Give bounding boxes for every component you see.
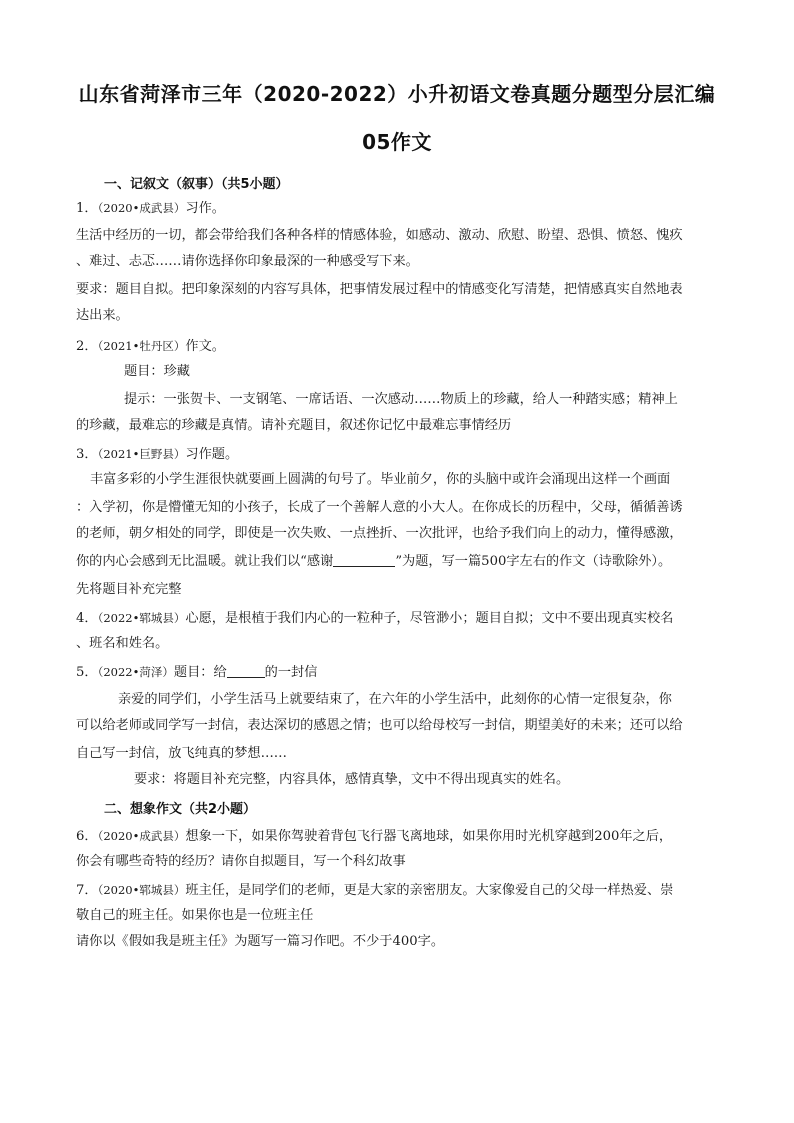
question-3-header: [76, 444, 724, 465]
question-4-text: 心愿，是根植于我们内心的一粒种子，尽管渺小；题目自拟；文中不要出现真实校名: [185, 611, 674, 626]
question-2-header: [76, 336, 724, 357]
question-1-requirement: 要求：题目自拟。把印象深刻的内容写具体，把事情发展过程中的情感变化写清楚，把情感真实自然地表: [76, 282, 683, 297]
question-3-text: 丰富多彩的小学生涯很快就要画上圆满的句号了。毕业前夕，你的头脑中或许会涌现出这样一个画面: [90, 472, 671, 487]
question-5-header: [76, 662, 724, 683]
question-5-text: 亲爱的同学们，小学生活马上就要结束了，在六年的小学生活中，此刻你的心情一定很复杂，你: [118, 692, 672, 707]
question-source: （2022•菏泽）: [97, 665, 174, 679]
question-4-header: [76, 608, 724, 629]
question-5-title: 的一封信: [264, 665, 318, 680]
question-4-text: 、班名和姓名。: [76, 636, 169, 651]
question-label: 习作题。: [185, 447, 239, 462]
section-heading-narrative: 一、记叙文（叙事）（共5小题）: [104, 177, 289, 192]
question-label: 作文。: [185, 339, 225, 354]
question-2-hint: 的珍藏，最难忘的珍藏是真情。请补充题目，叙述你记忆中最难忘事情经历: [76, 418, 512, 433]
question-7-text: 请你以《假如我是班主任》为题写一篇习作吧。不少于400字。: [76, 934, 445, 949]
question-number: 5．: [76, 665, 98, 680]
question-number: 3．: [76, 447, 98, 462]
question-5-title: 题目：给: [173, 665, 227, 680]
question-number: 2．: [76, 339, 98, 354]
question-7-header: [76, 880, 724, 901]
question-5-text: 可以给老师或同学写一封信，表达深切的感恩之情；也可以给母校写一封信，期望美好的未来；还可以给: [76, 718, 683, 733]
question-source: （2020•成武县）: [97, 829, 186, 843]
question-number: 7．: [76, 883, 98, 898]
question-3-text: 的老师，朝夕相处的同学，即使是一次失败、一点挫折、一次批评，也给予我们向上的动力，懂得感激，: [76, 526, 683, 541]
fill-in-blank: [227, 663, 265, 678]
question-6-text: 你会有哪些奇特的经历？请你自拟题目，写一个科幻故事: [76, 854, 406, 869]
fill-in-blank: [333, 552, 395, 567]
question-6-text: 想象一下，如果你驾驶着背包飞行器飞离地球，如果你用时光机穿越到200年之后，: [185, 829, 673, 844]
question-7-text: 敬自己的班主任。如果你也是一位班主任: [76, 908, 314, 923]
question-source: （2020•成武县）: [97, 201, 186, 215]
question-number: 4．: [76, 611, 98, 626]
question-1-text: 、难过、忐忑……请你选择你印象最深的一种感受写下来。: [76, 254, 419, 269]
question-3-text-part: 你的内心会感到无比温暖。就让我们以“感谢: [76, 554, 334, 569]
question-3-text-part: ”为题，写一篇500字左右的作文（诗歌除外）。: [395, 554, 672, 569]
question-1-text: 生活中经历的一切，都会带给我们各种各样的情感体验，如感动、激动、欣慰、盼望、恐惧、愤怒、愧疚: [76, 228, 683, 243]
question-7-text: 班主任，是同学们的老师，更是大家的亲密朋友。大家像爱自己的父母一样热爱、崇: [185, 883, 674, 898]
question-source: （2021•牡丹区）: [97, 339, 186, 353]
question-number: 6．: [76, 829, 98, 844]
question-source: （2020•郓城县）: [97, 883, 186, 897]
question-5-requirement: 要求：将题目补充完整，内容具体，感情真挚，文中不得出现真实的姓名。: [134, 772, 570, 787]
question-label: 习作。: [185, 201, 225, 216]
question-3-text: [76, 552, 724, 572]
question-3-text: 先将题目补充完整: [76, 582, 182, 597]
question-source: （2022•郓城县）: [97, 611, 186, 625]
section-heading-imaginative: 二、想象作文（共2小题）: [104, 802, 257, 817]
question-5-text: 自己写一封信，放飞纯真的梦想……: [76, 746, 287, 761]
question-2-hint: 提示：一张贺卡、一支钢笔、一席话语、一次感动……物质上的珍藏，给人一种踏实感；精神上: [124, 392, 678, 407]
question-source: （2021•巨野县）: [97, 447, 186, 461]
question-3-text: ：入学初，你是懵懂无知的小孩子，长成了一个善解人意的小大人。在你成长的历程中，父母，循循善诱: [76, 500, 683, 515]
doc-title: 山东省菏泽市三年（2020-2022）小升初语文卷真题分题型分层汇编: [78, 82, 716, 106]
question-1-requirement: 达出来。: [76, 308, 129, 323]
question-1-header: [76, 198, 724, 219]
question-2-topic: 题目：珍藏: [124, 364, 190, 379]
question-6-header: [76, 826, 724, 847]
question-number: 1．: [76, 201, 98, 216]
doc-subtitle: 05作文: [362, 130, 432, 154]
